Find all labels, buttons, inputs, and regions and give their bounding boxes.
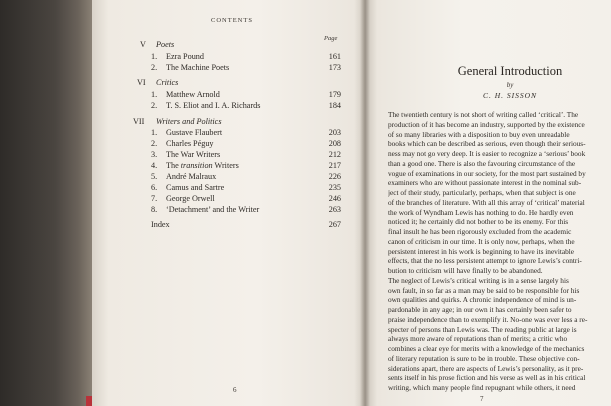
entry-page: 184 [328, 101, 341, 110]
body-line: siderations apart, there are aspects of Lewis’s personality, as it pre- [388, 363, 584, 373]
chapter-title: General Introduction [457, 64, 563, 78]
body-line: than a good one. There is also the favouring circumstance of the [388, 158, 576, 168]
body-line: bution to criticism will have finally to be abandoned. [388, 266, 543, 275]
entry-number: 2. [151, 101, 158, 110]
section-roman: V [140, 40, 146, 49]
entry-title: The War Writers [166, 150, 221, 159]
entry-title [166, 161, 239, 170]
body-line: own qualities and quirks. A chronic independence of mind is un- [388, 295, 577, 305]
body-line: persistent interest in his work is beginning to have its inevitable [388, 246, 575, 256]
body-line: the work of Wyndham Lewis has nothing to do. He hardly even [388, 207, 574, 217]
entry-number: 7. [151, 194, 158, 203]
body-line: praise independence than to exemplify it. No-one was ever less a re- [388, 314, 588, 324]
body-line: production of it has become an industry, supported by the existence [388, 119, 585, 129]
body-line: vogue of examinations in our society, for the most part sustained by [388, 168, 586, 178]
body-line: examiners who are without passionate interest in the nominal sub- [388, 178, 582, 188]
body-line: combines a clear eye for merits with a knowledge of the mechanics [388, 344, 585, 353]
entry-number: 1. [151, 90, 158, 99]
entry-page: 263 [328, 205, 341, 214]
section-title: Poets [156, 40, 175, 49]
running-head: CONTENTS [211, 17, 253, 24]
entry-page: 203 [328, 128, 341, 137]
body-line: sents itself in his prose fiction and his verse as well as in his critical [388, 373, 586, 383]
entry-page: 226 [328, 172, 341, 181]
entry-page: 235 [328, 183, 341, 192]
section-title: Writers and Politics [156, 117, 222, 126]
byline-by: by [506, 81, 514, 89]
page-number-right: 7 [480, 395, 484, 403]
body-line: always more aware of reputations than of merits; a critic who [388, 334, 568, 344]
entry-page: 212 [328, 150, 341, 159]
entry-title-italic: transition [180, 161, 213, 170]
entry-number: 5. [151, 172, 158, 181]
body-line: of so many libraries with a disposition to buy even unreadable [388, 129, 570, 139]
body-line: of literary reputation is sure to be in trouble. These objective con- [388, 353, 580, 363]
entry-number: 2. [151, 63, 158, 72]
body-line: ness may not go very deep. It is easier to recognize a ‘serious’ book [388, 149, 586, 158]
entry-page: 208 [328, 139, 341, 148]
body-line: books which can be described as serious, even though their serious- [388, 139, 586, 149]
entry-page: 179 [328, 90, 341, 99]
entry-number: 6. [151, 183, 158, 192]
entry-title: ‘Detachment’ and the Writer [166, 205, 260, 214]
entry-title: The Machine Poets [166, 63, 230, 72]
body-line: pardonable in any age; in our own it has certainly been safer to [388, 305, 572, 314]
entry-number: 8. [151, 205, 158, 214]
section-roman: VI [137, 78, 146, 87]
body-line: The neglect of Lewis’s critical writing is in a sense largely his [388, 275, 569, 285]
body-line: specter of persons than Lewis was. The reading public at large is [388, 324, 577, 334]
entry-page: 217 [328, 161, 341, 170]
book-spine-edge [0, 0, 92, 406]
body-line: of the branches of literature. With all this array of ‘critical’ material [388, 197, 585, 207]
entry-page: 161 [328, 52, 341, 61]
author-name: C. H. SISSON [482, 91, 538, 100]
index-page: 267 [328, 220, 341, 229]
entry-title: George Orwell [166, 194, 215, 203]
body-line: ject of their study, particularly, perhaps, when that subject is one [388, 188, 576, 197]
entry-title: T. S. Eliot and I. A. Richards [166, 101, 261, 110]
entry-number: 2. [151, 139, 158, 148]
index-label: Index [151, 220, 170, 229]
entry-title-post: Writers [212, 161, 239, 170]
entry-number: 1. [151, 52, 158, 61]
book-gutter [360, 0, 370, 406]
body-line: The twentieth century is not short of writing called ‘critical’. The [388, 110, 579, 119]
entry-title: Camus and Sartre [166, 183, 225, 192]
body-line: final insult he has been rigorously excluded from the academic [388, 227, 572, 236]
body-line: canon of criticism in our time. It is only now, perhaps, when the [388, 236, 575, 246]
page-number-left: 6 [233, 386, 237, 394]
entry-title: Gustave Flaubert [166, 128, 223, 137]
page-column-label: Page [324, 35, 338, 42]
body-line: own fault, in so far as a man may be said to be responsible for his [388, 285, 580, 295]
entry-title-pre: The [166, 161, 181, 170]
entry-number: 4. [151, 161, 158, 170]
entry-page: 246 [328, 194, 341, 203]
entry-title: André Malraux [166, 172, 217, 181]
entry-title: Charles Péguy [166, 139, 214, 148]
body-line: effects, that the no less persistent attempt to ignore Lewis’s contri- [388, 256, 582, 266]
body-line: noticed it; he certainly did not bother to be its enemy. For this [388, 217, 569, 227]
entry-title: Ezra Pound [166, 52, 204, 61]
entry-page: 173 [328, 63, 341, 72]
entry-title: Matthew Arnold [166, 90, 220, 99]
entry-number: 3. [151, 150, 158, 159]
entry-number: 1. [151, 128, 158, 137]
section-roman: VII [133, 117, 145, 126]
section-title: Critics [156, 78, 179, 87]
body-line: writing, which many people find repugnant while others, it need [388, 383, 576, 392]
